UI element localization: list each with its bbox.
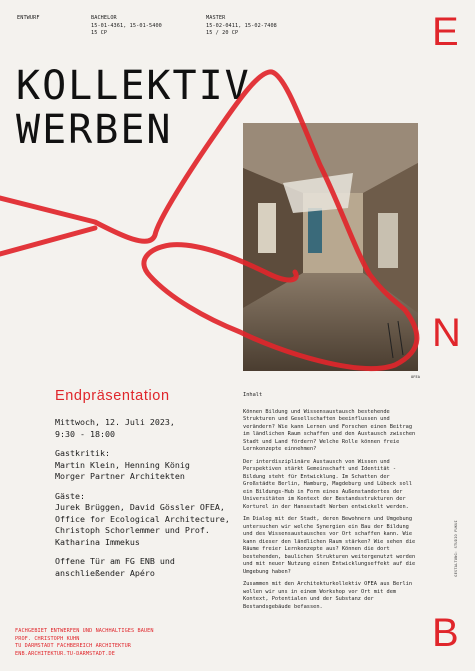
content-paragraph-4: Zusammen mit den Architekturkollektiv OFEA aus Berlin wollen wir uns in einem Workshop vor Ort mit dem Kontext, Potentialen und der Substanz der Bestandsgebäude befassen. <box>243 581 413 610</box>
master-label: MASTER <box>206 15 226 21</box>
content-heading: Inhalt <box>243 392 263 398</box>
page-title <box>16 64 251 152</box>
content-paragraph-1: Können Bildung und Wissensaustausch bestehende Strukturen und Gesellschaften beeinflussen und verändern? Wie kann Lernen und Forschen einen Beitrag im ländlichen Raum schaffen und den Austausch zwischen Stadt und Land fördern? Welche Rolle können freie Lernkonzepte einnehmen? <box>243 408 416 452</box>
footer-link[interactable]: ENB.ARCHITEKTUR.TU-DARMSTADT.DE <box>15 650 115 657</box>
content-paragraph-3: Im Dialog mit der Stadt, deren Bewohnern und Umgebung untersuchen wir welche Synergien ein Bau der Bildung und des Wissensaustausches vor Ort schaffen kann. Wie kann dieser den ländlichen Raum stärken? Wie sehen die Räume freier Lernkonzepte aus? Können die dort bestehenden, baulichen Strukturen weitergenutzt werden und mit neuer Nutzung einen Entwicklungseffekt auf die Umgebung haben? <box>243 516 416 575</box>
footer-line-3: TU DARMSTADT FACHBEREICH ARCHITEKTUR <box>15 643 132 650</box>
event-details <box>55 417 235 587</box>
footer-line-1: FACHGEBIET ENTWERFEN UND NACHHALTIGES BAUEN <box>15 628 154 634</box>
bachelor-info <box>91 15 162 38</box>
guests-text: Jurek Brüggen, David Gössler OFEA, Office for Ecological Architecture, Christoph Schorlemmer und Prof. Katharina Immekus <box>55 502 230 547</box>
bachelor-codes: 15-01-4361, 15-01-5400 <box>91 22 162 29</box>
side-credit: GESTALTUNG: STUDIO FUKUI <box>454 520 458 577</box>
master-cp: 15 / 20 CP <box>206 30 239 37</box>
content-column <box>243 392 418 616</box>
brand-letter-n: N <box>432 311 461 355</box>
open-door-text: Offene Tür am FG ENB und anschließender Apéro <box>55 556 175 578</box>
guests-label: Gäste: <box>55 490 85 501</box>
title-line-1: KOLLEKTIV <box>16 63 251 109</box>
content-paragraph-2: Der interdisziplinäre Austausch von Wissen und Perspektiven stärkt Gemeinschaft und Identität - Bildung steht für Entwicklung. Im Schatten der Großstädte Berlin, Hamburg, Magdeburg und Lübeck soll ein Bildungs-Hub in Form eines Außenstandortes der Universitäten im Kontext der Bestandsstrukturen der Korturel in der Hansestadt Werben entwickelt werden. <box>243 458 413 510</box>
critics-names: Martin Klein, Henning König <box>55 459 190 470</box>
master-codes: 15-02-0411, 15-02-7408 <box>206 22 277 29</box>
title-line-2: WERBEN <box>16 107 173 153</box>
event-heading: Endpräsentation <box>55 388 170 404</box>
brand-letter-b: B <box>432 611 459 655</box>
master-info <box>206 15 277 38</box>
event-date: Mittwoch, 12. Juli 2023, <box>55 417 175 427</box>
photo-caption: OFEA <box>411 375 421 379</box>
footer-line-2: PROF. CHRISTOPH KUHN <box>15 635 80 642</box>
room-photo <box>243 123 418 371</box>
category-label: ENTWURF <box>17 15 40 21</box>
brand-letter-e: E <box>432 10 459 54</box>
critics-org: Morger Partner Architekten <box>55 471 185 481</box>
bachelor-cp: 15 CP <box>91 30 108 37</box>
bachelor-label: BACHELOR <box>91 15 117 21</box>
event-time: 9:30 - 18:00 <box>55 428 115 439</box>
critics-label: Gastkritik: <box>55 448 110 458</box>
footer-info <box>15 628 154 658</box>
room-photo-illustration <box>243 123 418 371</box>
